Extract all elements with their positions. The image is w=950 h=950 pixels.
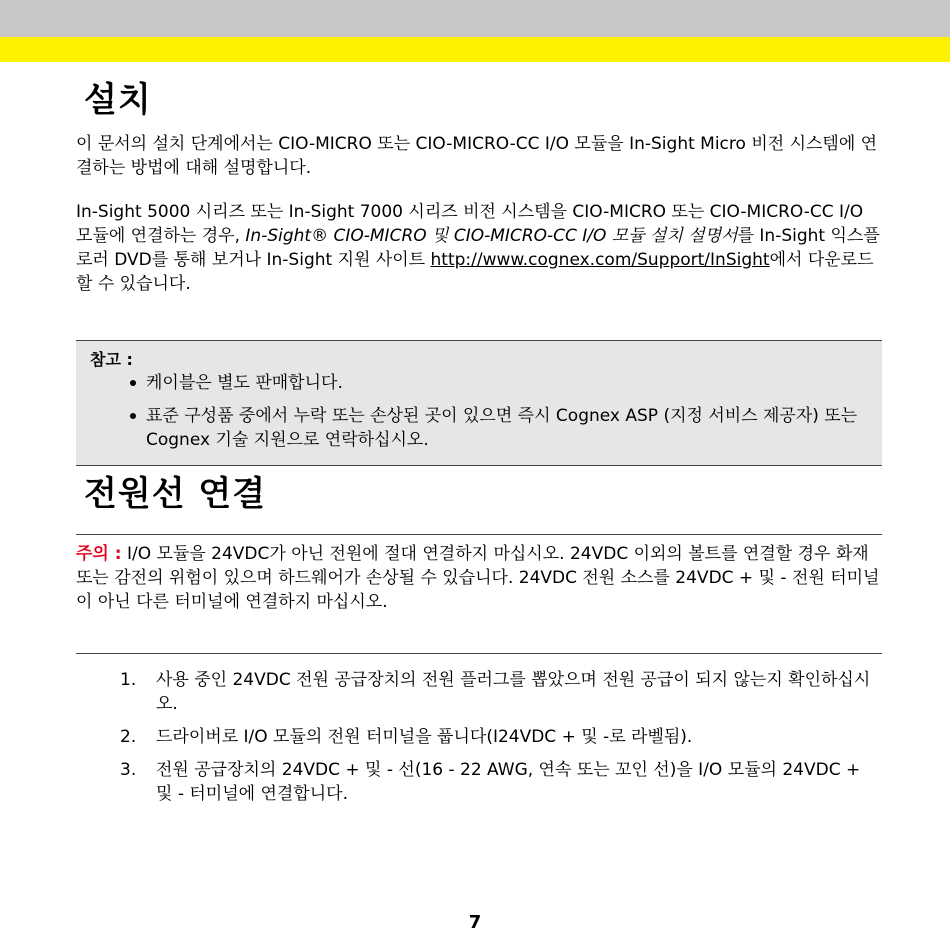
caution-paragraph xyxy=(76,542,882,614)
caution-label: 주의 : xyxy=(76,544,122,564)
caution-text: I/O 모듈을 24VDC가 아닌 전원에 절대 연결하지 마십시오. 24VDC 이외의 볼트를 연결할 경우 화재 또는 감전의 위험이 있으며 하드웨어가 손상될 수 있습니다. 24VDC 전원 소스를 24VDC + 및 - 전원 터미널이 아닌 다른 터미널에 연결하지 마십시오. xyxy=(76,544,880,612)
note-item-text: 표준 구성품 중에서 누락 또는 손상된 곳이 있으면 즉시 Cognex ASP (지정 서비스 제공자) 또는 Cognex 기술 지원으로 연락하십시오. xyxy=(146,406,858,450)
step-item xyxy=(76,758,882,806)
page-number: 7 xyxy=(468,912,482,933)
step-item xyxy=(76,668,882,716)
note-item-text: 케이블은 별도 판매합니다. xyxy=(146,373,343,393)
step-text: 드라이버로 I/O 모듈의 전원 터미널을 풉니다(I24VDC + 및 -로 라벨됨). xyxy=(156,727,693,747)
install-paragraph-2 xyxy=(76,200,882,296)
bullet-icon xyxy=(130,413,136,419)
step-list xyxy=(76,668,882,815)
para2-suffix: 에서 다운로드할 수 있습니다. xyxy=(76,250,874,294)
step-text: 전원 공급장치의 24VDC + 및 - 선(16 - 22 AWG, 연속 또는 꼬인 선)을 I/O 모듈의 24VDC + 및 - 터미널에 연결합니다. xyxy=(156,760,861,804)
bullet-icon xyxy=(130,380,136,386)
yellow-accent-band xyxy=(0,37,950,62)
para2-middle: 를 In-Sight 익스플로러 DVD를 통해 보거나 In-Sight 지원 사이트 xyxy=(76,226,880,270)
note-label: 참고 : xyxy=(90,350,133,369)
step-number: 3. xyxy=(120,760,137,780)
note-box xyxy=(76,340,882,466)
install-paragraph-1: 이 문서의 설치 단계에서는 CIO-MICRO 또는 CIO-MICRO-CC I/O 모듈을 In-Sight Micro 비전 시스템에 연결하는 방법에 대해 설명합니다. xyxy=(76,134,878,178)
step-item xyxy=(76,725,882,749)
install-heading: 설치 xyxy=(84,80,152,120)
step-number: 2. xyxy=(120,727,137,747)
caution-top-divider xyxy=(76,534,882,535)
top-gray-band xyxy=(0,0,950,37)
caution-bottom-divider xyxy=(76,653,882,654)
step-text: 사용 중인 24VDC 전원 공급장치의 전원 플러그를 뽑았으며 전원 공급이 되지 않는지 확인하십시오. xyxy=(156,670,871,714)
note-list xyxy=(130,371,870,461)
note-item xyxy=(130,371,870,395)
para2-prefix: In-Sight 5000 시리즈 또는 In-Sight 7000 시리즈 비전 시스템을 CIO-MICRO 또는 CIO-MICRO-CC I/O 모듈에 연결하는 경우, xyxy=(76,202,864,246)
support-link[interactable]: http://www.cognex.com/Support/InSight xyxy=(430,250,770,270)
power-heading: 전원선 연결 xyxy=(84,474,267,514)
note-item xyxy=(130,404,870,452)
step-number: 1. xyxy=(120,670,137,690)
manual-title: In-Sight® CIO-MICRO 및 CIO-MICRO-CC I/O 모듈 설치 설명서 xyxy=(245,226,738,246)
